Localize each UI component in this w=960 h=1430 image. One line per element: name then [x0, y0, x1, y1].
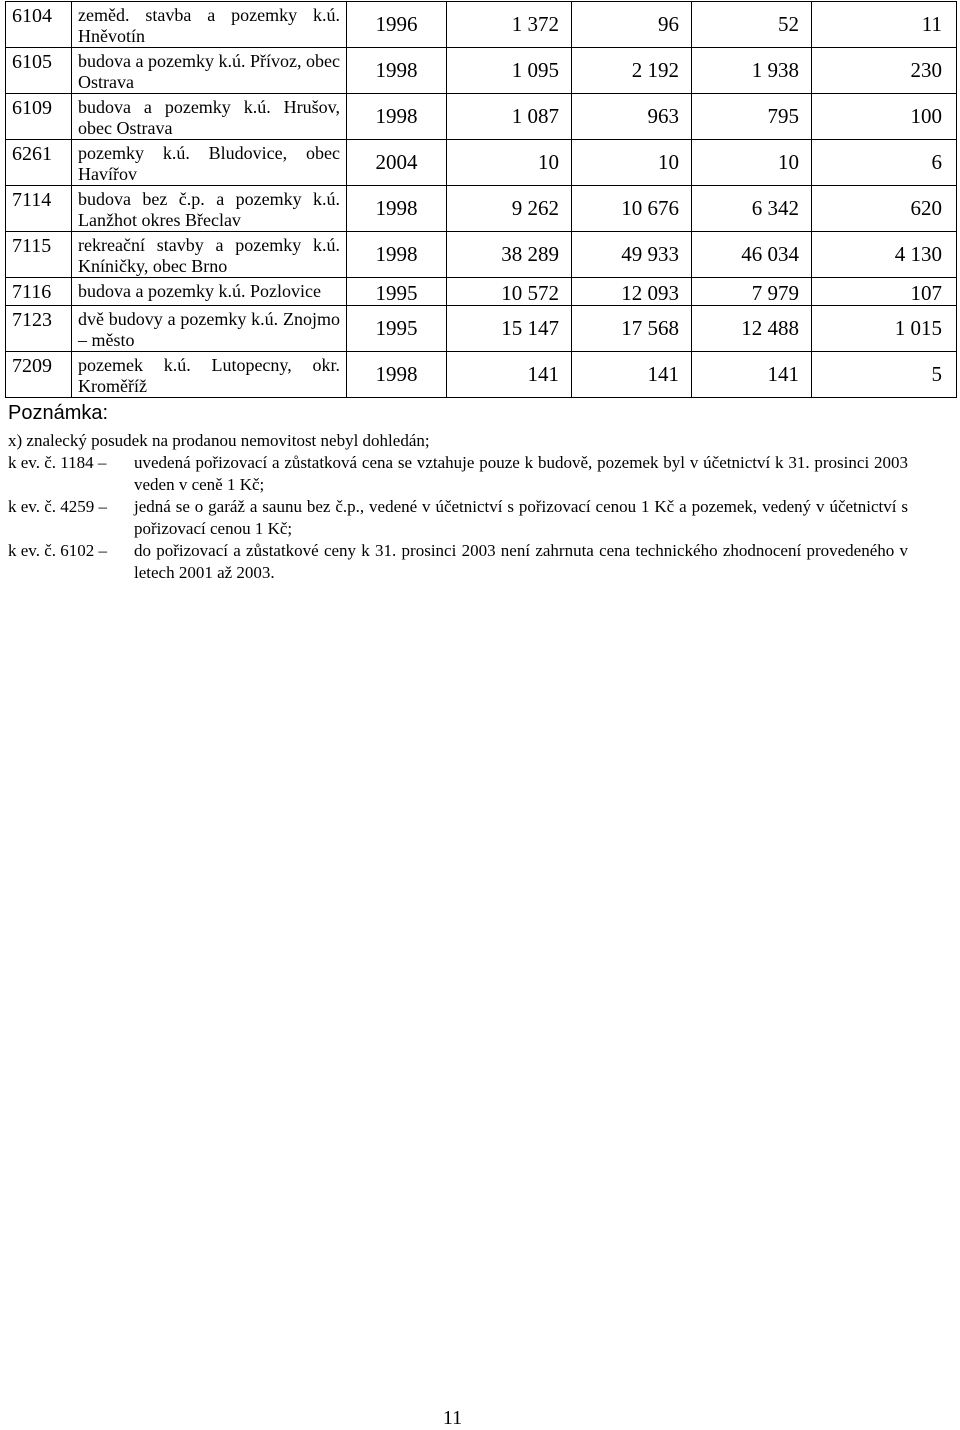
row-year-cell: [347, 232, 447, 278]
note-item: [8, 452, 908, 496]
row-value-1: 1 087: [511, 104, 559, 128]
table-row: [6, 94, 957, 140]
row-id-cell: [6, 306, 72, 352]
row-value-3-cell: [692, 352, 812, 398]
row-description: budova a pozemky k.ú. Hrušov, obec Ostrava: [78, 97, 340, 138]
row-value-3-cell: [692, 186, 812, 232]
row-id-cell: [6, 278, 72, 306]
row-value-2-cell: [572, 48, 692, 94]
row-year-cell: [347, 140, 447, 186]
note-text: uvedená pořizovací a zůstatková cena se vztahuje pouze k budově, pozemek byl v účetnictví k 31. prosinci 2003 veden v ceně 1 Kč;: [134, 453, 908, 494]
row-year: 1995: [375, 316, 418, 340]
row-year: 1995: [375, 281, 418, 305]
note-key: k ev. č. 4259 –: [8, 497, 107, 516]
row-id: 6109: [12, 97, 52, 119]
row-id: 7114: [12, 189, 52, 211]
row-description: pozemek k.ú. Lutopecny, okr. Kroměříž: [78, 355, 340, 396]
row-id: 7209: [12, 355, 52, 377]
row-description-cell: [72, 306, 347, 352]
table-row: [6, 186, 957, 232]
row-value-3-cell: [692, 48, 812, 94]
row-value-3-cell: [692, 232, 812, 278]
row-description: zeměd. stavba a pozemky k.ú. Hněvotín: [78, 5, 340, 46]
row-value-1: 1 372: [511, 12, 559, 36]
row-value-2-cell: [572, 2, 692, 48]
row-id: 6104: [12, 5, 52, 27]
row-value-4-cell: [812, 186, 957, 232]
note-text: do pořizovací a zůstatkové ceny k 31. prosinci 2003 není zahrnuta cena technického zhodnocení provedeného v letech 2001 až 2003.: [134, 541, 908, 582]
row-value-4-cell: [812, 232, 957, 278]
row-year: 1998: [375, 196, 418, 220]
row-value-3: 141: [767, 362, 799, 386]
row-value-1-cell: [447, 94, 572, 140]
row-value-4-cell: [812, 352, 957, 398]
row-year: 1998: [375, 362, 418, 386]
note-text: jedná se o garáž a saunu bez č.p., vedené v účetnictví s pořizovací cenou 1 Kč a pozemek, vedený v účetnictví s pořizovací cenou 1 Kč;: [134, 497, 908, 538]
row-description-cell: [72, 94, 347, 140]
row-value-4-cell: [812, 48, 957, 94]
table-row: [6, 306, 957, 352]
row-id: 7123: [12, 309, 52, 331]
row-description-cell: [72, 140, 347, 186]
row-description: budova bez č.p. a pozemky k.ú. Lanžhot okres Břeclav: [78, 189, 340, 230]
row-id-cell: [6, 186, 72, 232]
row-id-cell: [6, 232, 72, 278]
row-value-4: 100: [910, 104, 942, 128]
row-year-cell: [347, 94, 447, 140]
notes-title: Poznámka:: [8, 402, 109, 424]
row-value-4-cell: [812, 94, 957, 140]
row-value-3: 1 938: [751, 58, 799, 82]
table-row: [6, 2, 957, 48]
row-value-3: 12 488: [741, 316, 799, 340]
row-year: 1996: [375, 12, 418, 36]
row-year-cell: [347, 352, 447, 398]
row-value-1: 10 572: [501, 281, 559, 305]
row-value-2: 17 568: [621, 316, 679, 340]
note-key: k ev. č. 6102 –: [8, 541, 107, 560]
row-value-2: 49 933: [621, 242, 679, 266]
row-value-1: 9 262: [511, 196, 559, 220]
row-value-4-cell: [812, 2, 957, 48]
row-value-3: 52: [778, 12, 799, 36]
page-number: 11: [442, 1407, 463, 1429]
row-description: budova a pozemky k.ú. Pozlovice: [78, 281, 321, 301]
row-id: 6105: [12, 51, 52, 73]
row-value-4: 6: [931, 150, 942, 174]
row-value-2: 12 093: [621, 281, 679, 305]
row-year-cell: [347, 306, 447, 352]
table-row: [6, 140, 957, 186]
row-value-1-cell: [447, 232, 572, 278]
row-id: 6261: [12, 143, 52, 165]
row-value-1-cell: [447, 2, 572, 48]
row-year-cell: [347, 186, 447, 232]
row-value-3-cell: [692, 306, 812, 352]
row-value-4: 1 015: [894, 316, 942, 340]
row-value-4: 620: [910, 196, 942, 220]
notes-section: [8, 400, 908, 584]
row-description: budova a pozemky k.ú. Přívoz, obec Ostrava: [78, 51, 340, 92]
row-value-3: 10: [778, 150, 799, 174]
row-id-cell: [6, 352, 72, 398]
row-value-2: 96: [658, 12, 679, 36]
row-value-3: 7 979: [751, 281, 799, 305]
row-id-cell: [6, 140, 72, 186]
row-value-4: 107: [910, 281, 942, 305]
row-value-3-cell: [692, 140, 812, 186]
row-value-4: 4 130: [894, 242, 942, 266]
row-value-4: 5: [931, 362, 942, 386]
row-year: 1998: [375, 104, 418, 128]
row-id: 7115: [12, 235, 52, 257]
row-value-1-cell: [447, 186, 572, 232]
row-value-1-cell: [447, 278, 572, 306]
row-value-3: 795: [767, 104, 799, 128]
row-value-1-cell: [447, 306, 572, 352]
row-year-cell: [347, 278, 447, 306]
row-value-4-cell: [812, 140, 957, 186]
row-value-4: 11: [921, 12, 942, 36]
row-value-1: 15 147: [501, 316, 559, 340]
row-description-cell: [72, 278, 347, 306]
row-value-3: 6 342: [751, 196, 799, 220]
row-value-2-cell: [572, 232, 692, 278]
row-value-2: 10 676: [621, 196, 679, 220]
row-value-2-cell: [572, 306, 692, 352]
row-id: 7116: [12, 281, 52, 303]
row-id-cell: [6, 48, 72, 94]
row-value-4: 230: [910, 58, 942, 82]
row-value-1-cell: [447, 48, 572, 94]
row-value-2-cell: [572, 94, 692, 140]
row-value-1: 38 289: [501, 242, 559, 266]
row-value-3: 46 034: [741, 242, 799, 266]
row-value-3-cell: [692, 2, 812, 48]
row-year-cell: [347, 48, 447, 94]
row-description-cell: [72, 48, 347, 94]
note-item: [8, 540, 908, 584]
row-year-cell: [347, 2, 447, 48]
row-value-2-cell: [572, 352, 692, 398]
row-year: 1998: [375, 58, 418, 82]
row-year: 2004: [375, 150, 418, 174]
row-value-4-cell: [812, 278, 957, 306]
row-value-2: 10: [658, 150, 679, 174]
row-description-cell: [72, 2, 347, 48]
row-value-3-cell: [692, 278, 812, 306]
row-value-2-cell: [572, 278, 692, 306]
row-description-cell: [72, 232, 347, 278]
table-body: [6, 2, 957, 398]
row-value-1: 1 095: [511, 58, 559, 82]
row-value-2: 963: [647, 104, 679, 128]
row-value-3-cell: [692, 94, 812, 140]
row-description: pozemky k.ú. Bludovice, obec Havířov: [78, 143, 340, 184]
note-item: [8, 496, 908, 540]
row-value-2-cell: [572, 186, 692, 232]
row-year: 1998: [375, 242, 418, 266]
row-id-cell: [6, 2, 72, 48]
row-description: rekreační stavby a pozemky k.ú. Kníničky, obec Brno: [78, 235, 340, 276]
row-value-2: 2 192: [631, 58, 679, 82]
table-row: [6, 48, 957, 94]
table-row: [6, 232, 957, 278]
row-value-1: 141: [527, 362, 559, 386]
row-description-cell: [72, 352, 347, 398]
row-value-4-cell: [812, 306, 957, 352]
row-id-cell: [6, 94, 72, 140]
row-value-1-cell: [447, 140, 572, 186]
row-description: dvě budovy a pozemky k.ú. Znojmo – město: [78, 309, 340, 350]
note-x: x) znalecký posudek na prodanou nemovitost nebyl dohledán;: [8, 431, 430, 450]
row-value-2-cell: [572, 140, 692, 186]
property-table: [5, 1, 957, 398]
row-value-1: 10: [538, 150, 559, 174]
row-value-2: 141: [647, 362, 679, 386]
table-row: [6, 352, 957, 398]
note-key: k ev. č. 1184 –: [8, 453, 107, 472]
table-row: [6, 278, 957, 306]
row-description-cell: [72, 186, 347, 232]
row-value-1-cell: [447, 352, 572, 398]
